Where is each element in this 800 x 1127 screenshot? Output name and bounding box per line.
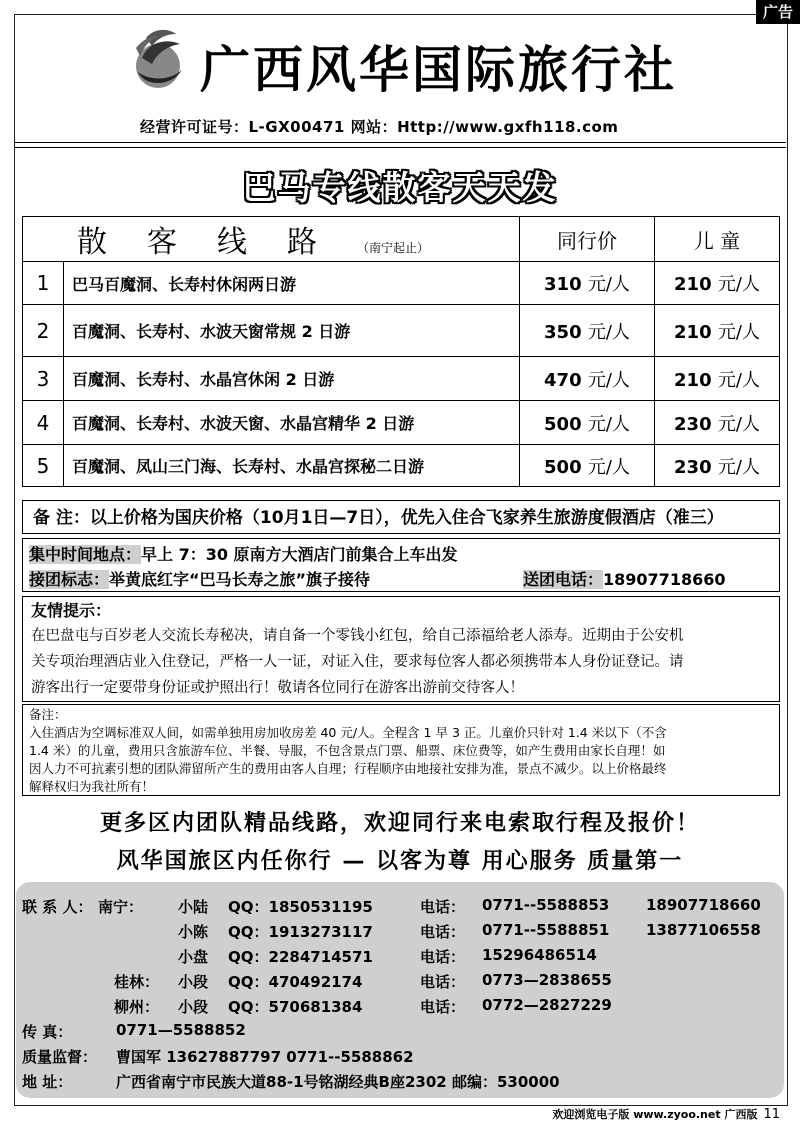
tips-line: 关专项治理酒店业入住登记，严格一人一证，对证入住，要求每位客人都必须携带本人身份证登记。请	[31, 654, 684, 670]
peer-price: 500 元/人	[520, 445, 655, 487]
table-header	[23, 217, 780, 262]
child-price: 230 元/人	[655, 445, 780, 487]
tips-line: 游客出行一定要带身份证或护照出行！敬请各位同行在游客出游前交待客人！	[31, 680, 524, 696]
divider	[14, 147, 786, 148]
meeting-place-label: 集中时间地点：	[29, 545, 142, 564]
peer-price: 310 元/人	[520, 262, 655, 305]
contact-tel: 0773—2838655	[482, 971, 612, 989]
group-sign-label: 接团标志：	[29, 570, 110, 589]
slogan: 巴马专线散客天天发	[242, 168, 558, 207]
agency-logo-icon	[128, 28, 188, 92]
group-sign-text: 举黄底红字“巴马长寿之旅”旗子接待	[109, 570, 371, 589]
contact-mobile: 18907718660	[646, 896, 761, 914]
contact-tel: 0771--5588853	[482, 896, 610, 914]
meeting-place-text: 早上 7：30 原南方大酒店门前集合上车出发	[141, 545, 458, 564]
contact-person: 小陈	[178, 923, 209, 941]
footer-text: 欢迎浏览电子版 www.zyoo.net 广西版	[552, 1108, 758, 1121]
route-table	[22, 216, 780, 487]
contact-person: 小盘	[178, 948, 209, 966]
license-line: 经营许可证号：L-GX00471 网站：Http://www.gxfh118.com	[140, 118, 619, 136]
child-price: 210 元/人	[655, 262, 780, 305]
peer-price-header: 同行价	[520, 217, 655, 262]
ad-tag: 广告	[756, 0, 800, 24]
send-off-phone-label: 送团电话：	[523, 570, 604, 589]
contact-tel: 15296486514	[482, 946, 597, 964]
child-price: 210 元/人	[655, 305, 780, 357]
contact-qq: QQ：1913273117	[228, 923, 373, 941]
row-number: 4	[23, 401, 64, 445]
remark-line: 1.4 米）的儿童，费用只含旅游车位、半餐、导服，不包含景点门票、船票、床位费等，如产生费用由家长自理！如	[29, 743, 666, 758]
table-row	[23, 262, 780, 305]
remark-title: 备注：	[29, 707, 67, 722]
row-number: 5	[23, 445, 64, 487]
row-number: 2	[23, 305, 64, 357]
contact-person: 小段	[178, 973, 209, 991]
row-number: 1	[23, 262, 64, 305]
meeting-info	[22, 538, 780, 592]
agency-name: 广西风华国际旅行社	[200, 41, 677, 99]
address: 广西省南宁市民族大道88-1号铭湖经典B座2302 邮编：530000	[116, 1073, 560, 1091]
meeting-place	[29, 542, 458, 565]
quality-supervision-label: 质量监督：	[22, 1048, 98, 1066]
row-number: 3	[23, 357, 64, 401]
contact-qq: QQ：570681384	[228, 998, 363, 1016]
quality-supervision: 曹国军 13627887797 0771--5588862	[116, 1048, 414, 1066]
table-row	[23, 305, 780, 357]
table-row	[23, 357, 780, 401]
contact-qq: QQ：1850531195	[228, 898, 373, 916]
promo-line: 更多区内团队精品线路，欢迎同行来电索取行程及报价！	[99, 811, 700, 836]
remark-line: 因人力不可抗素引想的团队滞留所产生的费用由客人自理；行程顺序由地接社安排为准，景点不减少。以上价格最终	[29, 761, 667, 776]
contact-mobile: 13877106558	[646, 921, 761, 939]
child-price: 230 元/人	[655, 401, 780, 445]
address-label: 地 址：	[22, 1073, 73, 1091]
contact-tel: 0771--5588851	[482, 921, 610, 939]
contact-person: 小陆	[178, 898, 209, 916]
route-name: 百魔洞、长寿村、水晶宫休闲 2 日游	[64, 357, 520, 401]
tips-title: 友情提示：	[31, 601, 112, 620]
remark-line: 解释权归为我社所有！	[29, 779, 155, 794]
contact-city: 桂林：	[114, 973, 160, 991]
contact-city: 南宁：	[98, 898, 144, 916]
send-off-phone	[523, 567, 725, 590]
route-name: 巴马百魔洞、长寿村休闲两日游	[64, 262, 520, 305]
contact-city: 柳州：	[114, 998, 160, 1016]
route-name: 百魔洞、凤山三门海、长寿村、水晶宫探秘二日游	[64, 445, 520, 487]
price-note: 备 注：以上价格为国庆价格（10月1日—7日），优先入住合飞家养生旅游度假酒店（准三）	[22, 500, 780, 534]
remark-line: 入住酒店为空调标准双人间，如需单独用房加收房差 40 元/人。全程含 1 早 3 正。儿童价只针对 1.4 米以下（不含	[29, 725, 667, 740]
table-row	[23, 401, 780, 445]
divider	[14, 142, 786, 143]
route-name: 百魔洞、长寿村、水波天窗常规 2 日游	[64, 305, 520, 357]
peer-price: 470 元/人	[520, 357, 655, 401]
send-off-phone-number: 18907718660	[603, 570, 726, 589]
page-number: 11	[763, 1107, 780, 1122]
contact-tel-label: 电话：	[420, 998, 466, 1016]
page-footer	[552, 1106, 780, 1122]
contact-tel: 0772—2827229	[482, 996, 612, 1014]
contact-tel-label: 电话：	[420, 923, 466, 941]
contact-qq: QQ：2284714571	[228, 948, 373, 966]
contact-tel-label: 电话：	[420, 898, 466, 916]
table-row	[23, 445, 780, 487]
tips-line: 在巴盘屯与百岁老人交流长寿秘决，请自备一个零钱小红包，给自己添福给老人添寿。近期由于公安机	[31, 628, 684, 644]
contact-tel-label: 电话：	[420, 948, 466, 966]
route-name: 百魔洞、长寿村、水波天窗、水晶宫精华 2 日游	[64, 401, 520, 445]
fax-label: 传 真：	[22, 1023, 73, 1041]
contact-panel	[16, 882, 784, 1098]
child-price: 210 元/人	[655, 357, 780, 401]
contact-qq: QQ：470492174	[228, 973, 363, 991]
friendly-tips	[22, 596, 780, 702]
group-sign	[29, 567, 370, 590]
route-note: （南宁起止）	[357, 241, 430, 255]
child-price-header: 儿 童	[655, 217, 780, 262]
peer-price: 350 元/人	[520, 305, 655, 357]
service-motto: 风华国旅区内任你行 — 以客为尊 用心服务 质量第一	[116, 849, 684, 874]
contact-tel-label: 电话：	[420, 973, 466, 991]
contact-label: 联 系 人：	[22, 898, 93, 916]
route-header: 散客线路（南宁起止）	[23, 217, 520, 262]
remark-box	[22, 704, 780, 796]
contact-person: 小段	[178, 998, 209, 1016]
fax-number: 0771—5588852	[116, 1021, 246, 1039]
peer-price: 500 元/人	[520, 401, 655, 445]
